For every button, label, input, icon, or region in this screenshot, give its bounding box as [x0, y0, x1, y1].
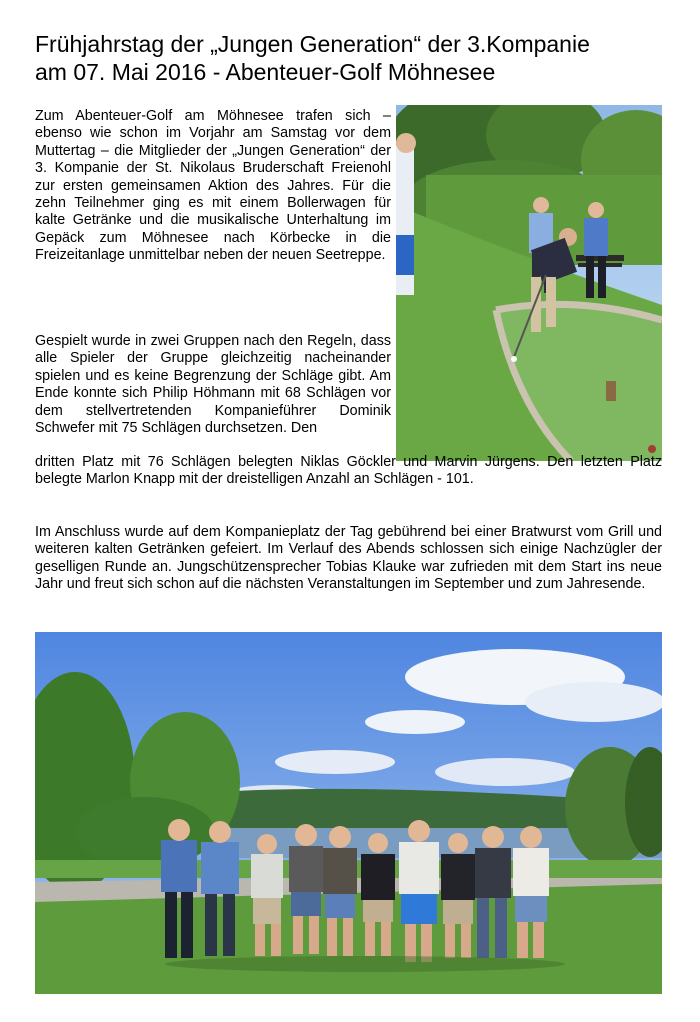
paragraph-results-continued: dritten Platz mit 76 Schlägen belegten Niklas Göckler und Marvin Jürgens. Den letzten Platz belegte Marlon Knapp mit der dreistelligen Anzahl an Schlägen - 101.: [35, 454, 662, 488]
article-title: [35, 30, 675, 86]
minigolf-photo: [396, 105, 662, 461]
paragraph-results: Gespielt wurde in zwei Gruppen nach den Regeln, dass alle Spieler der Gruppe gleichzeitig nacheinander spielen und es keine Begrenzung der Schläge gibt. Am Ende konnte sich Philip Höhmann mit 68 Schlägen vor dem stellvertretenden Kompanieführer Dominik Schwefer mit 75 Schlägen durchsetzen. Den: [35, 333, 391, 437]
title-line-1: Frühjahrstag der „Jungen Generation“ der 3.Kompanie: [35, 31, 590, 57]
group-photo: [35, 632, 662, 994]
paragraph-closing: Im Anschluss wurde auf dem Kompanieplatz der Tag gebührend bei einer Bratwurst vom Grill und weiteren kalten Getränken gefeiert. Im Verlauf des Abends schlossen sich einige Nachzügler der geselligen Runde an. Jungschützensprecher Tobias Klauke war zufrieden mit dem Start ins neue Jahr und freut sich schon auf die nächsten Veranstaltungen im September und zum Jahresende.: [35, 524, 662, 593]
title-line-2: am 07. Mai 2016 - Abenteuer-Golf Möhnesee: [35, 59, 496, 85]
paragraph-intro: Zum Abenteuer-Golf am Möhnesee trafen sich – ebenso wie schon im Vorjahr am Samstag vor dem Muttertag – die Mitglieder der „Jungen Generation“ der 3. Kompanie der St. Nikolaus Bruderschaft Freienohl zur ersten gemeinsamen Aktion des Jahres. Für die zehn Teilnehmer ging es mit einem Bollerwagen für kalte Getränke und die musikalische Unterhaltung im Gepäck zum Möhnesee nach Körbecke in die Freizeitanlage unmittelbar neben der neuen Seetreppe.: [35, 108, 391, 264]
